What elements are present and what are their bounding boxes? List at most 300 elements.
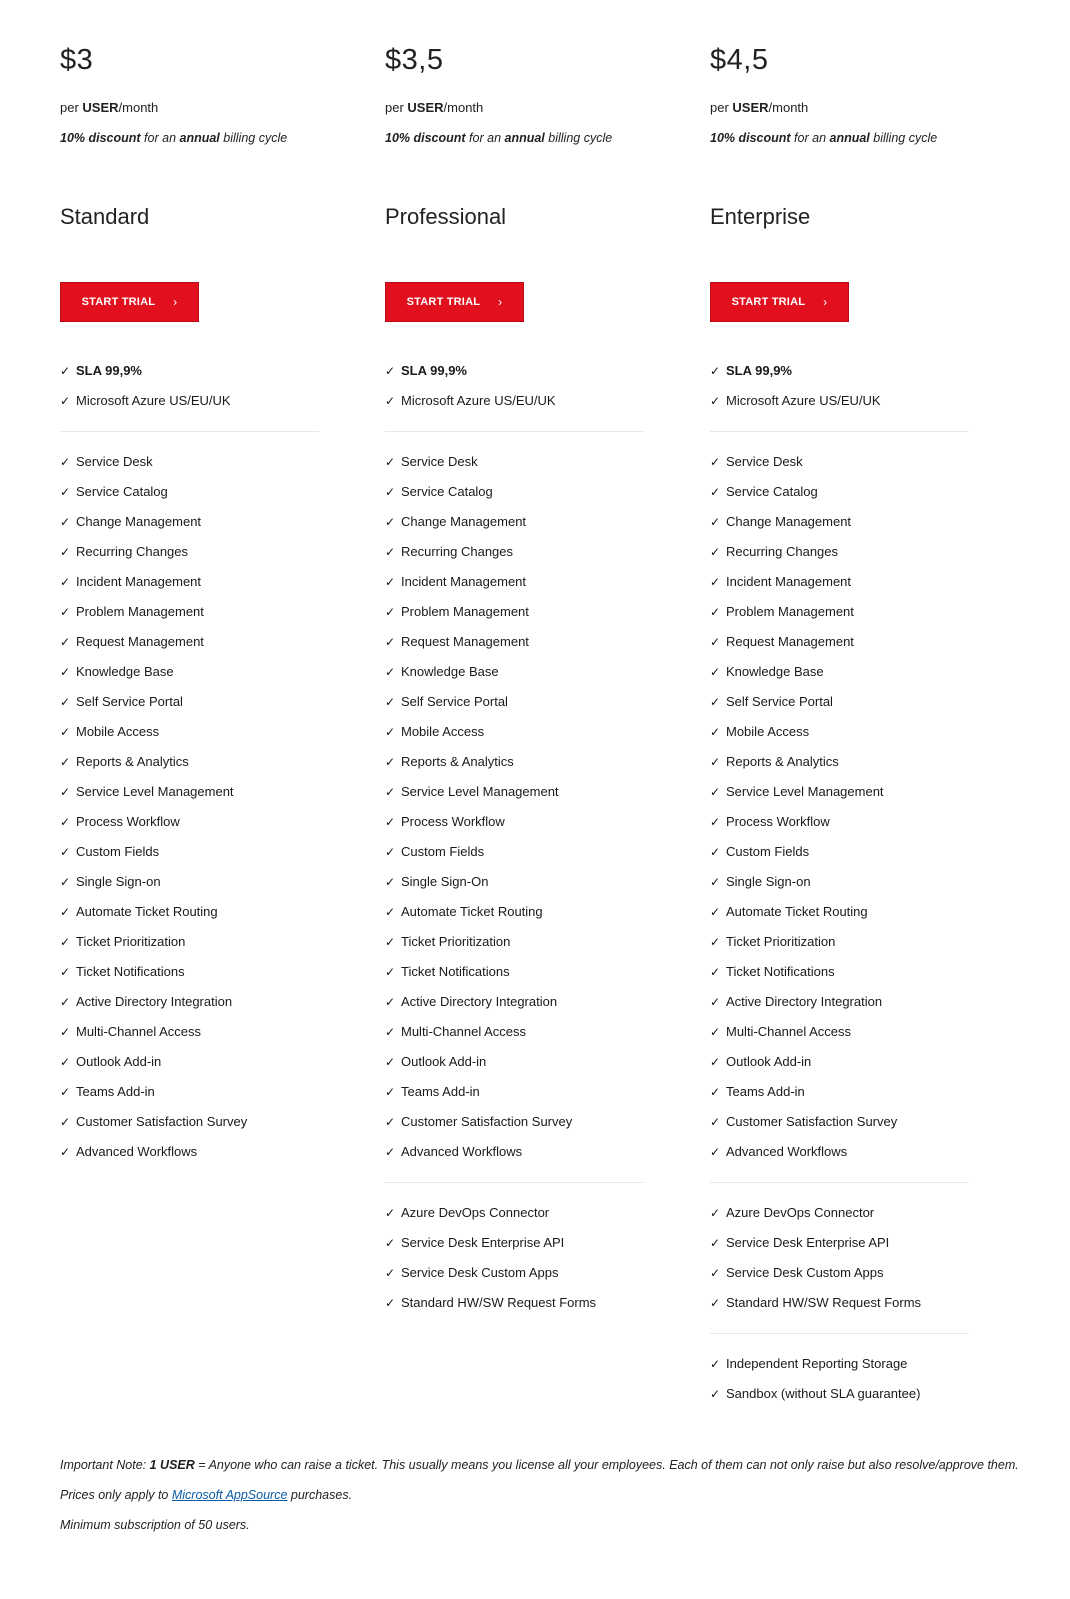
feature-item-label: Change Management — [76, 514, 202, 529]
extra-feature-item — [710, 1263, 884, 1283]
chevron-right-icon: › — [498, 295, 503, 309]
feature-item — [385, 692, 508, 712]
check-icon: ✓ — [710, 695, 721, 709]
feature-item — [60, 872, 161, 892]
feature-item — [385, 632, 529, 652]
check-icon: ✓ — [60, 394, 71, 408]
feature-item — [710, 1052, 811, 1072]
sla-item — [385, 391, 556, 411]
check-icon: ✓ — [60, 455, 71, 469]
sla-item — [60, 361, 142, 381]
extra-feature-item — [710, 1203, 874, 1223]
check-icon: ✓ — [710, 1055, 721, 1069]
feature-item-label: Incident Management — [401, 574, 527, 589]
check-icon: ✓ — [60, 364, 71, 378]
plan-price: $3 — [60, 44, 94, 76]
feature-item-label: Ticket Notifications — [401, 964, 510, 979]
check-icon: ✓ — [385, 605, 396, 619]
discount-mid: for an — [140, 131, 180, 145]
sla-item-label: SLA 99,9% — [76, 363, 142, 378]
feature-item — [710, 1082, 805, 1102]
check-icon: ✓ — [710, 755, 721, 769]
feature-item — [710, 692, 833, 712]
feature-item — [385, 782, 559, 802]
minimum-subscription-note: Minimum subscription of 50 users. — [60, 1518, 250, 1532]
feature-item-label: Reports & Analytics — [76, 754, 189, 769]
feature-item-label: Knowledge Base — [726, 664, 824, 679]
check-icon: ✓ — [60, 485, 71, 499]
feature-item — [710, 782, 884, 802]
sla-item-label: SLA 99,9% — [726, 363, 792, 378]
feature-item — [385, 1052, 486, 1072]
feature-item — [60, 1112, 247, 1132]
feature-item — [710, 662, 824, 682]
check-icon: ✓ — [710, 485, 721, 499]
check-icon: ✓ — [385, 995, 396, 1009]
start-trial-button[interactable] — [710, 282, 849, 322]
check-icon: ✓ — [385, 515, 396, 529]
check-icon: ✓ — [385, 935, 396, 949]
discount-note — [710, 131, 937, 145]
check-icon: ✓ — [60, 1025, 71, 1039]
extra-feature-item-label: Standard HW/SW Request Forms — [726, 1295, 922, 1310]
discount-annual: annual — [179, 131, 220, 145]
feature-item — [385, 452, 478, 472]
check-icon: ✓ — [385, 1145, 396, 1159]
feature-item — [385, 542, 513, 562]
feature-item-label: Active Directory Integration — [76, 994, 233, 1009]
check-icon: ✓ — [710, 845, 721, 859]
discount-amount: 10% discount — [710, 131, 791, 145]
discount-note — [60, 131, 287, 145]
feature-item — [385, 722, 484, 742]
check-icon: ✓ — [710, 1266, 721, 1280]
feature-item-label: Advanced Workflows — [726, 1144, 848, 1159]
feature-item-label: Recurring Changes — [401, 544, 514, 559]
extra-feature-item — [385, 1263, 559, 1283]
per-prefix: per — [710, 100, 733, 115]
check-icon: ✓ — [385, 695, 396, 709]
extra-feature-item-label: Service Desk Custom Apps — [401, 1265, 559, 1280]
check-icon: ✓ — [60, 875, 71, 889]
extra-feature-item — [385, 1293, 596, 1313]
feature-item — [710, 602, 854, 622]
check-icon: ✓ — [710, 635, 721, 649]
sla-item-label: Microsoft Azure US/EU/UK — [76, 393, 231, 408]
discount-note — [385, 131, 612, 145]
section-divider — [60, 431, 319, 432]
feature-item — [710, 572, 851, 592]
feature-item-label: Change Management — [401, 514, 527, 529]
feature-item — [385, 482, 493, 502]
start-trial-label: START TRIAL — [81, 296, 156, 308]
plan-name: Standard — [60, 204, 150, 229]
feature-item-label: Ticket Prioritization — [76, 934, 186, 949]
check-icon: ✓ — [60, 935, 71, 949]
feature-item-label: Service Catalog — [76, 484, 168, 499]
extra-feature-item-label: Azure DevOps Connector — [726, 1205, 875, 1220]
plan-name: Professional — [385, 204, 507, 229]
feature-item — [710, 752, 839, 772]
feature-item — [385, 1022, 526, 1042]
per-prefix: per — [60, 100, 83, 115]
check-icon: ✓ — [710, 875, 721, 889]
feature-item — [60, 962, 185, 982]
feature-item-label: Service Desk — [76, 454, 153, 469]
check-icon: ✓ — [710, 935, 721, 949]
start-trial-label: START TRIAL — [406, 296, 481, 308]
check-icon: ✓ — [385, 1025, 396, 1039]
per-prefix: per — [385, 100, 408, 115]
feature-item — [60, 542, 188, 562]
feature-item — [710, 842, 809, 862]
extra-feature-item-label: Service Desk Enterprise API — [726, 1235, 890, 1250]
feature-item-label: Customer Satisfaction Survey — [401, 1114, 573, 1129]
check-icon: ✓ — [710, 515, 721, 529]
per-user: USER — [82, 100, 119, 115]
feature-item — [710, 482, 818, 502]
feature-item-label: Mobile Access — [726, 724, 810, 739]
feature-item — [710, 812, 830, 832]
enterprise-feature-item — [710, 1384, 920, 1404]
important-note: Important Note: 1 USER = Anyone who can raise a ticket. This usually means you license all your employees. Each of them can not only raise but also resolve/approve them. — [60, 1458, 1019, 1472]
discount-annual: annual — [829, 131, 870, 145]
feature-item — [385, 962, 510, 982]
price-unit — [385, 100, 483, 115]
check-icon: ✓ — [385, 545, 396, 559]
feature-item — [710, 722, 809, 742]
feature-item-label: Reports & Analytics — [401, 754, 514, 769]
feature-item-label: Self Service Portal — [401, 694, 508, 709]
check-icon: ✓ — [60, 965, 71, 979]
feature-item-label: Outlook Add-in — [76, 1054, 162, 1069]
feature-item — [60, 512, 201, 532]
feature-item-label: Recurring Changes — [76, 544, 189, 559]
check-icon: ✓ — [710, 1357, 721, 1371]
check-icon: ✓ — [385, 1296, 396, 1310]
check-icon: ✓ — [60, 635, 71, 649]
price-unit — [60, 100, 158, 115]
extra-feature-item-label: Standard HW/SW Request Forms — [401, 1295, 597, 1310]
per-suffix: /month — [443, 100, 484, 115]
feature-item — [385, 572, 526, 592]
feature-item — [710, 1022, 851, 1042]
check-icon: ✓ — [60, 785, 71, 799]
feature-item — [60, 1052, 161, 1072]
check-icon: ✓ — [385, 1206, 396, 1220]
check-icon: ✓ — [385, 1266, 396, 1280]
feature-item-label: Knowledge Base — [76, 664, 174, 679]
feature-item-label: Multi-Channel Access — [726, 1024, 851, 1039]
check-icon: ✓ — [710, 1085, 721, 1099]
section-divider — [385, 1182, 644, 1183]
check-icon: ✓ — [60, 1145, 71, 1159]
feature-item — [385, 662, 499, 682]
feature-item-label: Ticket Notifications — [76, 964, 185, 979]
feature-item-label: Active Directory Integration — [726, 994, 883, 1009]
feature-item-label: Knowledge Base — [401, 664, 499, 679]
feature-item-label: Single Sign-on — [726, 874, 811, 889]
check-icon: ✓ — [710, 1115, 721, 1129]
plan-name: Enterprise — [710, 204, 811, 229]
check-icon: ✓ — [385, 905, 396, 919]
feature-item-label: Teams Add-in — [76, 1084, 155, 1099]
feature-item-label: Advanced Workflows — [76, 1144, 198, 1159]
check-icon: ✓ — [385, 485, 396, 499]
check-icon: ✓ — [710, 1145, 721, 1159]
sla-item-label: Microsoft Azure US/EU/UK — [401, 393, 556, 408]
check-icon: ✓ — [710, 725, 721, 739]
check-icon: ✓ — [60, 1055, 71, 1069]
extra-feature-item-label: Service Desk Custom Apps — [726, 1265, 884, 1280]
feature-item-label: Custom Fields — [76, 844, 160, 859]
sla-item — [385, 361, 467, 381]
feature-item-label: Self Service Portal — [76, 694, 183, 709]
feature-item-label: Service Level Management — [401, 784, 559, 799]
price-unit — [710, 100, 808, 115]
feature-item — [385, 512, 526, 532]
check-icon: ✓ — [60, 575, 71, 589]
feature-item-label: Single Sign-on — [76, 874, 161, 889]
feature-item-label: Change Management — [726, 514, 852, 529]
feature-item — [710, 872, 811, 892]
feature-item-label: Problem Management — [726, 604, 854, 619]
feature-item-label: Process Workflow — [76, 814, 180, 829]
check-icon: ✓ — [710, 1387, 721, 1401]
extra-feature-item — [710, 1293, 921, 1313]
check-icon: ✓ — [385, 1115, 396, 1129]
feature-item-label: Automate Ticket Routing — [401, 904, 543, 919]
check-icon: ✓ — [385, 1055, 396, 1069]
feature-item-label: Request Management — [726, 634, 854, 649]
check-icon: ✓ — [385, 635, 396, 649]
extra-feature-item — [385, 1233, 564, 1253]
check-icon: ✓ — [385, 755, 396, 769]
feature-item-label: Multi-Channel Access — [401, 1024, 526, 1039]
check-icon: ✓ — [385, 455, 396, 469]
feature-item — [60, 452, 153, 472]
appsource-link[interactable]: Microsoft AppSource — [171, 1488, 288, 1502]
check-icon: ✓ — [710, 905, 721, 919]
check-icon: ✓ — [710, 785, 721, 799]
feature-item-label: Ticket Prioritization — [401, 934, 511, 949]
check-icon: ✓ — [385, 815, 396, 829]
discount-mid: for an — [465, 131, 505, 145]
check-icon: ✓ — [710, 965, 721, 979]
feature-item — [710, 1112, 897, 1132]
feature-item-label: Customer Satisfaction Survey — [76, 1114, 248, 1129]
check-icon: ✓ — [385, 364, 396, 378]
feature-item — [710, 542, 838, 562]
enterprise-feature-item-label: Sandbox (without SLA guarantee) — [726, 1386, 921, 1401]
feature-item — [710, 512, 851, 532]
feature-item — [385, 1112, 572, 1132]
feature-item — [710, 962, 835, 982]
feature-item-label: Process Workflow — [401, 814, 505, 829]
check-icon: ✓ — [60, 665, 71, 679]
feature-item-label: Teams Add-in — [726, 1084, 805, 1099]
appsource-note: Prices only apply to Microsoft AppSource purchases. — [60, 1488, 353, 1502]
feature-item-label: Active Directory Integration — [401, 994, 558, 1009]
feature-item-label: Incident Management — [726, 574, 852, 589]
check-icon: ✓ — [710, 605, 721, 619]
check-icon: ✓ — [60, 995, 71, 1009]
check-icon: ✓ — [710, 1025, 721, 1039]
check-icon: ✓ — [385, 875, 396, 889]
feature-item — [385, 752, 514, 772]
feature-item-label: Service Level Management — [76, 784, 234, 799]
feature-item-label: Service Desk — [401, 454, 478, 469]
start-trial-button[interactable] — [60, 282, 199, 322]
check-icon: ✓ — [60, 845, 71, 859]
per-user: USER — [407, 100, 444, 115]
check-icon: ✓ — [60, 815, 71, 829]
check-icon: ✓ — [60, 725, 71, 739]
feature-item-label: Self Service Portal — [726, 694, 833, 709]
check-icon: ✓ — [710, 1236, 721, 1250]
feature-item-label: Request Management — [401, 634, 529, 649]
check-icon: ✓ — [60, 515, 71, 529]
check-icon: ✓ — [710, 364, 721, 378]
check-icon: ✓ — [710, 1296, 721, 1310]
feature-item — [60, 662, 174, 682]
sla-item — [710, 391, 881, 411]
extra-feature-item-label: Azure DevOps Connector — [401, 1205, 550, 1220]
feature-item — [60, 782, 234, 802]
check-icon: ✓ — [385, 725, 396, 739]
feature-item-label: Service Desk — [726, 454, 803, 469]
discount-annual: annual — [504, 131, 545, 145]
check-icon: ✓ — [385, 1085, 396, 1099]
enterprise-feature-item — [710, 1354, 907, 1374]
extra-feature-item-label: Service Desk Enterprise API — [401, 1235, 565, 1250]
feature-item-label: Service Catalog — [726, 484, 818, 499]
section-divider — [710, 1333, 969, 1334]
feature-item-label: Custom Fields — [726, 844, 810, 859]
feature-item-label: Problem Management — [76, 604, 204, 619]
discount-mid: for an — [790, 131, 830, 145]
discount-amount: 10% discount — [385, 131, 466, 145]
feature-item-label: Mobile Access — [76, 724, 160, 739]
check-icon: ✓ — [60, 1115, 71, 1129]
feature-item — [385, 602, 529, 622]
check-icon: ✓ — [710, 815, 721, 829]
feature-item — [710, 452, 803, 472]
check-icon: ✓ — [710, 455, 721, 469]
feature-item — [385, 992, 557, 1012]
check-icon: ✓ — [60, 695, 71, 709]
per-suffix: /month — [768, 100, 809, 115]
feature-item — [710, 932, 835, 952]
feature-item — [60, 722, 159, 742]
feature-item — [60, 992, 232, 1012]
check-icon: ✓ — [60, 545, 71, 559]
plan-price: $4,5 — [710, 44, 769, 76]
discount-amount: 10% discount — [60, 131, 141, 145]
section-divider — [710, 1182, 969, 1183]
check-icon: ✓ — [60, 1085, 71, 1099]
feature-item-label: Automate Ticket Routing — [76, 904, 218, 919]
feature-item — [385, 842, 484, 862]
feature-item-label: Ticket Notifications — [726, 964, 835, 979]
feature-item-label: Service Level Management — [726, 784, 884, 799]
check-icon: ✓ — [60, 905, 71, 919]
sla-item — [60, 391, 231, 411]
feature-item — [60, 902, 218, 922]
feature-item — [60, 1142, 197, 1162]
feature-item-label: Teams Add-in — [401, 1084, 480, 1099]
feature-item-label: Reports & Analytics — [726, 754, 839, 769]
feature-item-label: Advanced Workflows — [401, 1144, 523, 1159]
feature-item-label: Service Catalog — [401, 484, 493, 499]
discount-end: billing cycle — [219, 131, 288, 145]
section-divider — [710, 431, 969, 432]
extra-feature-item — [385, 1203, 549, 1223]
check-icon: ✓ — [385, 665, 396, 679]
check-icon: ✓ — [710, 1206, 721, 1220]
enterprise-feature-item-label: Independent Reporting Storage — [726, 1356, 908, 1371]
check-icon: ✓ — [710, 995, 721, 1009]
sla-item-label: SLA 99,9% — [401, 363, 467, 378]
feature-item-label: Recurring Changes — [726, 544, 839, 559]
sla-item-label: Microsoft Azure US/EU/UK — [726, 393, 881, 408]
feature-item — [385, 932, 510, 952]
feature-item — [385, 902, 543, 922]
discount-end: billing cycle — [544, 131, 613, 145]
feature-item — [60, 932, 185, 952]
feature-item-label: Problem Management — [401, 604, 529, 619]
feature-item — [710, 992, 882, 1012]
feature-item — [710, 632, 854, 652]
feature-item-label: Mobile Access — [401, 724, 485, 739]
section-divider — [385, 431, 644, 432]
check-icon: ✓ — [385, 394, 396, 408]
per-suffix: /month — [118, 100, 159, 115]
start-trial-label: START TRIAL — [731, 296, 806, 308]
feature-item-label: Ticket Prioritization — [726, 934, 836, 949]
feature-item-label: Automate Ticket Routing — [726, 904, 868, 919]
check-icon: ✓ — [385, 965, 396, 979]
feature-item — [710, 902, 868, 922]
feature-item — [385, 872, 488, 892]
feature-item-label: Customer Satisfaction Survey — [726, 1114, 898, 1129]
feature-item — [60, 692, 183, 712]
feature-item — [60, 752, 189, 772]
feature-item-label: Custom Fields — [401, 844, 485, 859]
check-icon: ✓ — [385, 1236, 396, 1250]
feature-item — [385, 1082, 480, 1102]
feature-item — [385, 1142, 522, 1162]
check-icon: ✓ — [60, 605, 71, 619]
per-user: USER — [732, 100, 769, 115]
sla-item — [710, 361, 792, 381]
feature-item-label: Request Management — [76, 634, 204, 649]
feature-item-label: Single Sign-On — [401, 874, 489, 889]
start-trial-button[interactable] — [385, 282, 524, 322]
chevron-right-icon: › — [173, 295, 178, 309]
feature-item — [385, 812, 505, 832]
feature-item-label: Multi-Channel Access — [76, 1024, 201, 1039]
feature-item-label: Process Workflow — [726, 814, 830, 829]
check-icon: ✓ — [385, 845, 396, 859]
check-icon: ✓ — [385, 575, 396, 589]
feature-item — [60, 602, 204, 622]
feature-item — [60, 842, 159, 862]
feature-item — [60, 1022, 201, 1042]
check-icon: ✓ — [710, 545, 721, 559]
check-icon: ✓ — [385, 785, 396, 799]
check-icon: ✓ — [60, 755, 71, 769]
